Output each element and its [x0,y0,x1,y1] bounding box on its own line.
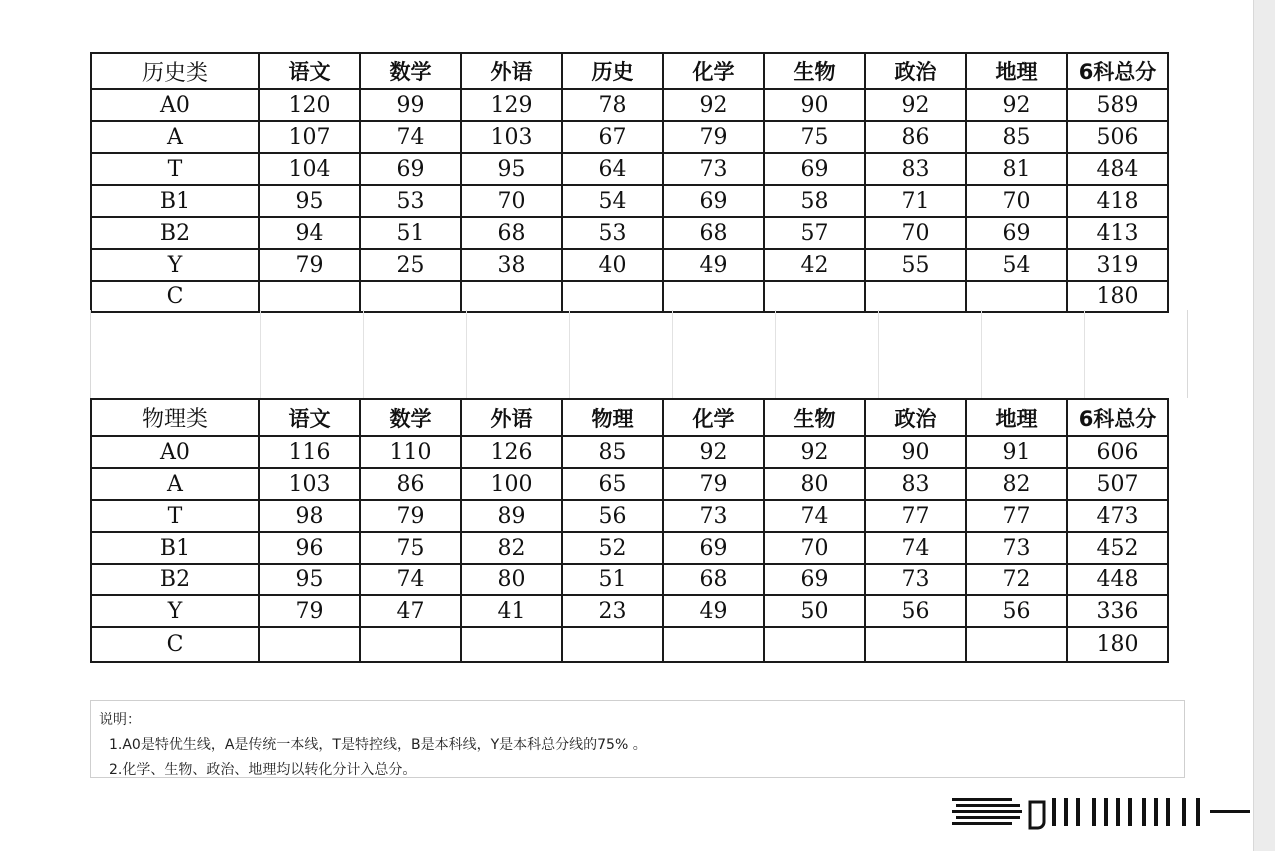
score-cell [259,281,360,312]
score-cell: 69 [663,185,764,217]
row-label-cell: T [91,153,259,185]
score-cell: 54 [966,249,1067,281]
table-row [91,281,1168,312]
score-cell: 81 [966,153,1067,185]
score-cell: 68 [461,217,562,249]
score-cell: 79 [360,500,461,532]
score-cell: 319 [1067,249,1168,281]
column-header: 6科总分 [1067,399,1168,436]
score-cell: 50 [764,595,865,627]
score-cell: 92 [865,89,966,121]
score-cell: 79 [259,595,360,627]
score-cell: 73 [865,564,966,595]
score-cell: 107 [259,121,360,153]
table-row [91,89,1168,121]
column-header: 地理 [966,53,1067,89]
row-label-cell: C [91,627,259,662]
score-cell [461,281,562,312]
column-header: 语文 [259,53,360,89]
row-label-cell: T [91,500,259,532]
score-cell: 95 [259,564,360,595]
score-cell [562,627,663,662]
score-cell: 68 [663,217,764,249]
score-cell: 110 [360,436,461,468]
score-cell: 70 [461,185,562,217]
score-cell: 90 [764,89,865,121]
score-cell: 56 [865,595,966,627]
score-cell: 99 [360,89,461,121]
score-cell: 100 [461,468,562,500]
row-label-cell: B2 [91,217,259,249]
score-cell: 180 [1067,281,1168,312]
score-cell: 65 [562,468,663,500]
score-cell: 73 [966,532,1067,564]
score-cell: 74 [360,121,461,153]
score-cell: 41 [461,595,562,627]
gap-column-line [260,310,261,398]
score-cell: 51 [360,217,461,249]
gap-column-line [775,310,776,398]
score-cell [461,627,562,662]
score-cell: 473 [1067,500,1168,532]
score-cell: 56 [966,595,1067,627]
history-score-table [90,52,1169,313]
row-label-cell: B1 [91,532,259,564]
score-cell: 418 [1067,185,1168,217]
score-cell: 56 [562,500,663,532]
notes-line-1: 1.A0是特优生线，A是传统一本线，T是特控线，B是本科线，Y是本科总分线的75% 。 [109,737,647,753]
score-cell: 55 [865,249,966,281]
gap-column-line [1084,310,1085,398]
score-cell [764,281,865,312]
score-cell: 79 [663,468,764,500]
row-label-cell: A [91,121,259,153]
score-cell: 58 [764,185,865,217]
score-cell: 80 [461,564,562,595]
column-header: 历史 [562,53,663,89]
score-cell: 79 [259,249,360,281]
row-label-cell: B1 [91,185,259,217]
score-cell: 95 [461,153,562,185]
column-header: 政治 [865,53,966,89]
score-cell: 336 [1067,595,1168,627]
score-cell: 86 [360,468,461,500]
score-cell: 94 [259,217,360,249]
score-cell [360,281,461,312]
score-cell: 54 [562,185,663,217]
score-cell: 51 [562,564,663,595]
watermark-logo-icon [952,794,1252,830]
table-row [91,217,1168,249]
score-cell: 79 [663,121,764,153]
score-cell: 23 [562,595,663,627]
column-header: 地理 [966,399,1067,436]
score-cell: 589 [1067,89,1168,121]
table-row [91,595,1168,627]
score-cell: 506 [1067,121,1168,153]
table-row [91,468,1168,500]
column-header: 物理 [562,399,663,436]
score-cell: 95 [259,185,360,217]
score-cell: 92 [966,89,1067,121]
score-cell: 69 [764,564,865,595]
score-cell [663,627,764,662]
score-cell: 69 [663,532,764,564]
score-cell: 92 [663,436,764,468]
column-header: 语文 [259,399,360,436]
score-cell: 73 [663,153,764,185]
score-cell: 484 [1067,153,1168,185]
column-header: 化学 [663,399,764,436]
score-cell: 129 [461,89,562,121]
score-cell: 98 [259,500,360,532]
table-header-row [91,399,1168,436]
column-header: 外语 [461,53,562,89]
score-cell: 507 [1067,468,1168,500]
score-cell: 86 [865,121,966,153]
score-cell: 90 [865,436,966,468]
table-row [91,564,1168,595]
score-cell: 80 [764,468,865,500]
category-label: 历史类 [91,53,259,89]
score-cell: 40 [562,249,663,281]
score-cell: 53 [360,185,461,217]
score-cell: 75 [360,532,461,564]
gap-column-line [466,310,467,398]
row-label-cell: A0 [91,89,259,121]
score-cell: 49 [663,595,764,627]
column-header: 生物 [764,399,865,436]
row-label-cell: A0 [91,436,259,468]
row-label-cell: B2 [91,564,259,595]
score-cell [865,627,966,662]
notes-line-2: 2.化学、生物、政治、地理均以转化分计入总分。 [109,762,417,778]
column-header: 6科总分 [1067,53,1168,89]
gap-column-line [878,310,879,398]
score-cell: 70 [966,185,1067,217]
score-cell: 74 [865,532,966,564]
row-label-cell: A [91,468,259,500]
table-row [91,627,1168,662]
score-cell: 67 [562,121,663,153]
page-edge-strip [1253,0,1275,851]
score-cell: 85 [966,121,1067,153]
score-cell: 77 [966,500,1067,532]
row-label-cell: Y [91,249,259,281]
column-header: 外语 [461,399,562,436]
score-cell: 82 [461,532,562,564]
score-cell: 69 [360,153,461,185]
score-cell: 47 [360,595,461,627]
score-cell: 57 [764,217,865,249]
score-cell: 452 [1067,532,1168,564]
score-cell: 83 [865,468,966,500]
score-cell: 413 [1067,217,1168,249]
score-cell [966,627,1067,662]
category-label: 物理类 [91,399,259,436]
score-cell: 74 [360,564,461,595]
table-row [91,436,1168,468]
column-header: 政治 [865,399,966,436]
score-cell: 89 [461,500,562,532]
notes-title: 说明： [99,712,141,728]
score-cell: 120 [259,89,360,121]
score-cell: 68 [663,564,764,595]
score-cell [562,281,663,312]
table-separator-gap [90,310,1188,398]
score-cell: 85 [562,436,663,468]
score-cell [360,627,461,662]
score-cell: 71 [865,185,966,217]
table-row [91,121,1168,153]
score-cell: 92 [764,436,865,468]
score-cell: 78 [562,89,663,121]
score-cell: 52 [562,532,663,564]
score-cell: 77 [865,500,966,532]
table-row [91,500,1168,532]
table-row [91,532,1168,564]
score-cell: 49 [663,249,764,281]
score-cell: 53 [562,217,663,249]
physics-score-table [90,398,1169,663]
score-cell [764,627,865,662]
gap-column-line [672,310,673,398]
score-cell: 92 [663,89,764,121]
score-cell: 126 [461,436,562,468]
score-cell: 69 [966,217,1067,249]
score-cell: 69 [764,153,865,185]
score-cell: 116 [259,436,360,468]
column-header: 生物 [764,53,865,89]
gap-column-line [981,310,982,398]
column-header: 数学 [360,399,461,436]
score-cell [663,281,764,312]
score-cell: 70 [764,532,865,564]
score-cell: 83 [865,153,966,185]
score-cell [966,281,1067,312]
score-cell: 64 [562,153,663,185]
score-cell: 25 [360,249,461,281]
score-cell: 38 [461,249,562,281]
row-label-cell: Y [91,595,259,627]
score-cell: 96 [259,532,360,564]
table-row [91,153,1168,185]
score-cell: 104 [259,153,360,185]
score-cell: 180 [1067,627,1168,662]
gap-column-line [569,310,570,398]
score-cell: 103 [461,121,562,153]
score-cell: 103 [259,468,360,500]
score-cell: 606 [1067,436,1168,468]
column-header: 数学 [360,53,461,89]
table-header-row [91,53,1168,89]
score-cell [865,281,966,312]
row-label-cell: C [91,281,259,312]
table-row [91,185,1168,217]
score-cell: 75 [764,121,865,153]
notes-box [90,700,1185,778]
column-header: 化学 [663,53,764,89]
score-cell: 72 [966,564,1067,595]
score-cell: 91 [966,436,1067,468]
gap-column-line [363,310,364,398]
table-row [91,249,1168,281]
score-cell: 70 [865,217,966,249]
score-cell: 74 [764,500,865,532]
score-cell: 73 [663,500,764,532]
score-cell: 82 [966,468,1067,500]
score-cell [259,627,360,662]
score-cell: 448 [1067,564,1168,595]
score-cell: 42 [764,249,865,281]
